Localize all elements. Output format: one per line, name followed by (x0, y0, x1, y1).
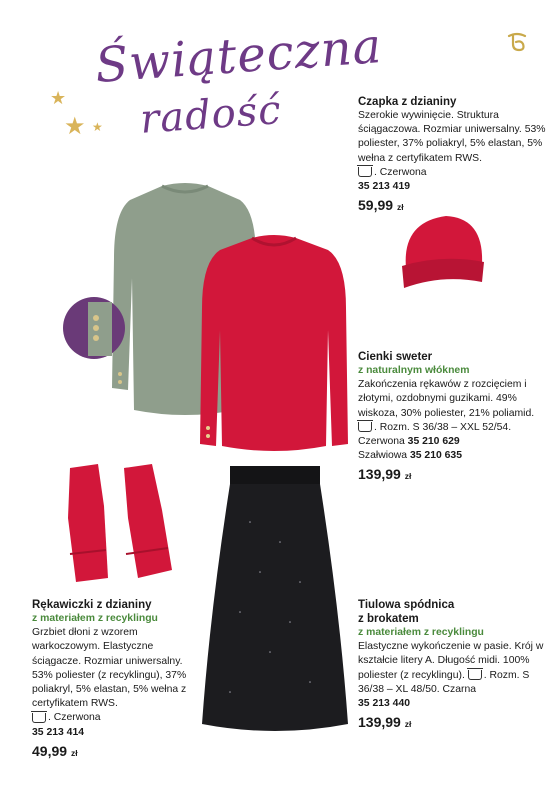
product-skirt (358, 598, 544, 731)
red-gloves-image (60, 458, 178, 588)
product-name-line1: Tiulowa spódnica (358, 599, 455, 611)
product-sweater (358, 350, 548, 484)
product-description: Szerokie wywinięcie. Struktura ściągaczowa. Rozmiar uniwersalny. 53% poliester, 37% poliakryl, 5% elastan, 5% wełna z certyfikatem RWS. (358, 110, 546, 164)
star-icon: ★ (64, 113, 86, 140)
wash-icon (358, 422, 372, 432)
product-highlight: z naturalnym włóknem (358, 365, 470, 376)
star-icon: ★ (92, 120, 103, 134)
page-title-line2: radość (138, 87, 284, 143)
red-sweater-image (196, 232, 352, 462)
product-price: 49,99 zł (32, 742, 78, 759)
wash-icon (468, 670, 482, 680)
sleeve-detail-image (62, 296, 126, 360)
wash-icon (32, 713, 46, 723)
product-description: Grzbiet dłoni z wzorem warkoczowym. Elastyczne ściągacze. Rozmiar uniwersalny. 53% poliester (z recyklingu), 37% poliakryl, 5% elastan, 5% wełna z certyfikatem RWS. (32, 627, 187, 710)
product-code: 35 213 414 (32, 726, 85, 738)
product-hat (358, 95, 548, 214)
product-price: 59,99 zł (358, 197, 404, 214)
product-name: Cienki sweter (358, 351, 433, 363)
product-price: 139,99 zł (358, 714, 412, 731)
red-hat-image (396, 208, 488, 292)
product-color: . Czerwona (32, 711, 192, 725)
product-name: Rękawiczki z dzianiny (32, 599, 152, 611)
brand-logo-icon (505, 30, 529, 54)
product-variant-1: Czerwona 35 210 629 (358, 436, 460, 448)
star-icon: ★ (50, 88, 67, 108)
wash-icon (358, 167, 372, 177)
product-highlight: z materiałem z recyklingu (358, 627, 484, 638)
product-variant-2: Szałwiowa 35 210 635 (358, 450, 462, 462)
product-name-line2: z brokatem (358, 613, 419, 625)
product-description: Zakończenia rękawów z rozcięciem i złotymi, ozdobnymi guzikami. 49% wiskoza, 30% poliester, 21% poliamid. . Rozm. S 36/38 – XXL 52/54. (358, 379, 535, 433)
product-description: Elastyczne wykończenie w pasie. Krój w kształcie litery A. Długość midi. 100% poliester (z recyklingu). . Rozm. S 36/38 – XL 48/50. Czarna (358, 641, 544, 695)
product-code: 35 213 440 (358, 698, 411, 710)
page-title-line1: Świąteczna (93, 18, 384, 94)
product-color: . Czerwona (358, 166, 548, 180)
product-highlight: z materiałem z recyklingu (32, 613, 158, 624)
product-price: 139,99 zł (358, 466, 412, 483)
product-code: 35 213 419 (358, 181, 411, 193)
product-name: Czapka z dzianiny (358, 96, 457, 108)
black-skirt-image (200, 462, 350, 738)
product-gloves (32, 598, 192, 760)
